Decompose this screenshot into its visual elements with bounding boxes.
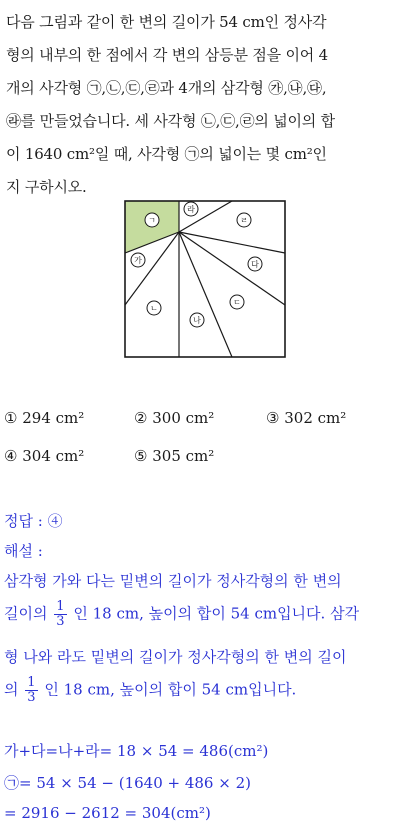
choice-number: ② — [134, 409, 148, 427]
choice-3[interactable] — [266, 409, 346, 427]
choice-text: 294 cm² — [22, 409, 85, 427]
choice-1[interactable] — [4, 409, 84, 427]
answer-label: 정답 : ④ — [4, 512, 63, 530]
equation-3: = 2916 − 2612 = 304(cm²) — [4, 804, 211, 822]
svg-text:ㄱ: ㄱ — [148, 216, 156, 225]
label-da — [248, 257, 262, 271]
equation-1: 가+다=나+라= 18 × 54 = 486(cm²) — [4, 742, 269, 760]
question-line: ㉱를 만들었습니다. 세 사각형 ㉡,㉢,㉣의 넓이의 합 — [6, 112, 335, 130]
label-nieun — [147, 301, 161, 315]
solution-text: 인 18 cm, 높이의 합이 54 cm입니다. — [44, 680, 297, 699]
fraction-denominator: 3 — [56, 614, 65, 629]
label-ga — [131, 253, 145, 267]
choice-text: 304 cm² — [22, 447, 85, 465]
svg-text:다: 다 — [251, 260, 259, 269]
svg-text:라: 라 — [187, 205, 195, 214]
choice-number: ③ — [266, 409, 280, 427]
fraction-numerator: 1 — [27, 675, 36, 690]
choice-4[interactable] — [4, 447, 84, 465]
choice-2[interactable] — [134, 409, 214, 427]
svg-text:나: 나 — [193, 316, 201, 325]
question-text — [6, 6, 398, 204]
choice-text: 302 cm² — [284, 409, 347, 427]
fraction-numerator: 1 — [56, 599, 65, 614]
choice-5[interactable] — [134, 447, 214, 465]
question-line: 형의 내부의 한 점에서 각 변의 삼등분 점을 이어 4 — [6, 46, 328, 64]
svg-text:ㄴ: ㄴ — [150, 304, 158, 313]
choice-number: ① — [4, 409, 18, 427]
svg-text:가: 가 — [134, 256, 142, 265]
solution-line-2 — [4, 600, 359, 629]
question-line: 지 구하시오. — [6, 178, 87, 196]
choice-number: ⑤ — [134, 447, 148, 465]
square-figure — [124, 200, 286, 358]
solution-text: 의 — [4, 680, 19, 699]
fraction-one-third — [54, 600, 66, 629]
question-line: 개의 사각형 ㉠,㉡,㉢,㉣과 4개의 삼각형 ㉮,㉯,㉰, — [6, 79, 327, 97]
fraction-denominator: 3 — [27, 690, 36, 705]
solution-line-3: 형 나와 라도 밑변의 길이가 정사각형의 한 변의 길이 — [4, 648, 347, 666]
solution-line-4 — [4, 676, 296, 705]
label-na — [190, 313, 204, 327]
choice-number: ④ — [4, 447, 18, 465]
label-giyeok — [145, 213, 159, 227]
equation-2: ㉠= 54 × 54 − (1640 + 486 × 2) — [4, 774, 251, 792]
svg-text:ㄹ: ㄹ — [240, 216, 248, 225]
question-line: 다음 그림과 같이 한 변의 길이가 54 cm인 정사각 — [6, 13, 327, 31]
label-digeut — [230, 295, 244, 309]
choice-text: 300 cm² — [152, 409, 215, 427]
label-rieul — [237, 213, 251, 227]
solution-text: 길이의 — [4, 604, 48, 623]
fraction-one-third — [25, 676, 37, 705]
svg-text:ㄷ: ㄷ — [233, 298, 241, 307]
question-line: 이 1640 cm²일 때, 사각형 ㉠의 넓이는 몇 cm²인 — [6, 145, 327, 163]
solution-line-1: 삼각형 가와 다는 밑변의 길이가 정사각형의 한 변의 — [4, 572, 342, 590]
solution-text: 인 18 cm, 높이의 합이 54 cm입니다. 삼각 — [73, 604, 360, 623]
label-ra — [184, 202, 198, 216]
choice-text: 305 cm² — [152, 447, 215, 465]
explain-label: 해설 : — [4, 542, 43, 560]
